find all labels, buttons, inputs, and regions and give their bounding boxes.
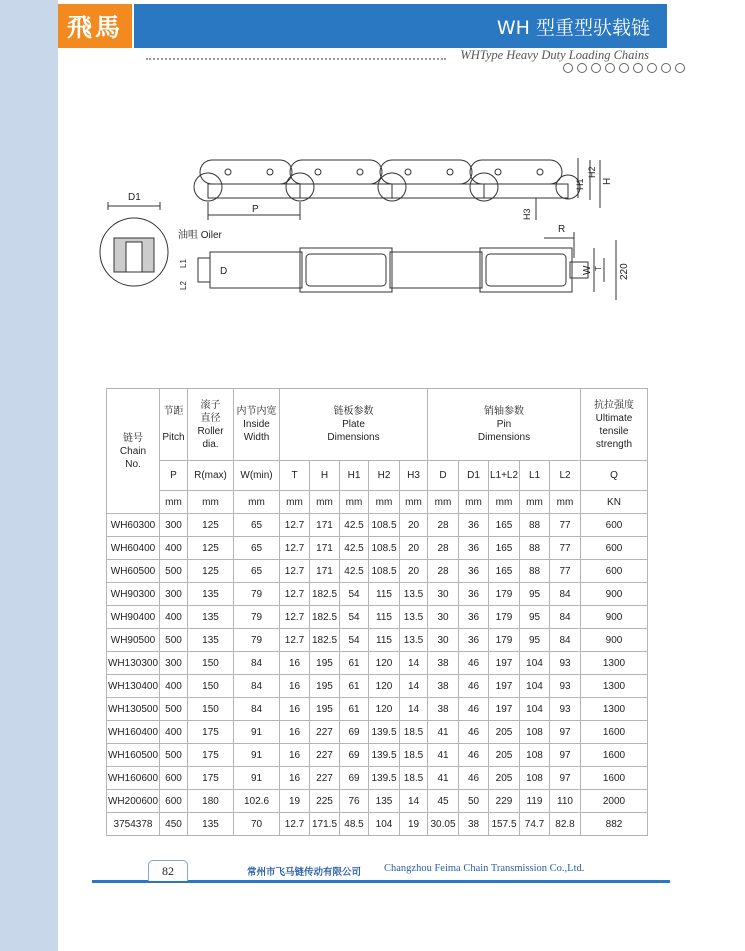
table-cell: 42.5 <box>340 514 369 537</box>
table-row <box>107 537 648 560</box>
symbol-cell: D <box>428 461 459 491</box>
table-cell: 600 <box>160 790 188 813</box>
dim-h1: H1 <box>575 178 585 190</box>
table-cell: 20 <box>400 537 428 560</box>
table-cell: 19 <box>280 790 310 813</box>
table-cell: 135 <box>369 790 400 813</box>
table-cell: 108 <box>520 721 550 744</box>
table-row <box>107 652 648 675</box>
title-bar <box>134 4 664 48</box>
symbol-cell: T <box>280 461 310 491</box>
table-cell: 54 <box>340 583 369 606</box>
table-cell: 150 <box>188 675 234 698</box>
table-cell: 14 <box>400 675 428 698</box>
table-cell: 180 <box>188 790 234 813</box>
unit-cell: mm <box>400 491 428 514</box>
table-cell: 179 <box>489 629 520 652</box>
table-cell: 14 <box>400 652 428 675</box>
chain-number-cell: WH160600 <box>107 767 160 790</box>
unit-cell: mm <box>234 491 280 514</box>
dotted-rule <box>146 58 446 60</box>
table-cell: 135 <box>188 583 234 606</box>
table-cell: 120 <box>369 675 400 698</box>
table-cell: 36 <box>459 606 489 629</box>
side-strip <box>0 0 58 951</box>
dim-h2: H2 <box>587 166 597 178</box>
table-cell: 61 <box>340 675 369 698</box>
unit-cell: mm <box>520 491 550 514</box>
table-cell: 139.5 <box>369 767 400 790</box>
table-cell: 115 <box>369 583 400 606</box>
table-cell: 13.5 <box>400 583 428 606</box>
table-cell: 450 <box>160 813 188 836</box>
table-cell: 150 <box>188 698 234 721</box>
table-cell: 104 <box>369 813 400 836</box>
table-cell: 16 <box>280 721 310 744</box>
symbol-cell: L1+L2 <box>489 461 520 491</box>
table-cell: 79 <box>234 583 280 606</box>
table-cell: 16 <box>280 698 310 721</box>
table-cell: 108.5 <box>369 560 400 583</box>
unit-cell: mm <box>489 491 520 514</box>
col-strength: 抗拉强度 Ultimate tensile strength <box>581 389 648 461</box>
table-cell: 30 <box>428 629 459 652</box>
table-cell: 120 <box>369 698 400 721</box>
table-cell: 139.5 <box>369 744 400 767</box>
table-cell: 88 <box>520 514 550 537</box>
table-cell: 46 <box>459 744 489 767</box>
table-cell: 77 <box>550 537 581 560</box>
table-cell: 12.7 <box>280 514 310 537</box>
table-cell: 108 <box>520 767 550 790</box>
table-cell: 205 <box>489 744 520 767</box>
table-cell: 125 <box>188 537 234 560</box>
table-cell: 500 <box>160 629 188 652</box>
table-cell: 882 <box>581 813 648 836</box>
table-cell: 65 <box>234 537 280 560</box>
unit-cell: mm <box>428 491 459 514</box>
page-subtitle: WHType Heavy Duty Loading Chains <box>460 48 649 62</box>
table-cell: 46 <box>459 652 489 675</box>
table-cell: 227 <box>310 744 340 767</box>
col-roller: 滚子 直径 Roller dia. <box>188 389 234 461</box>
table-cell: 400 <box>160 721 188 744</box>
table-cell: 61 <box>340 652 369 675</box>
table-cell: 97 <box>550 744 581 767</box>
table-cell: 115 <box>369 629 400 652</box>
table-cell: 500 <box>160 744 188 767</box>
symbol-cell: D1 <box>459 461 489 491</box>
cross-section-detail <box>100 192 168 286</box>
table-cell: 1300 <box>581 652 648 675</box>
company-name-cn: 常州市飞马链传动有限公司 <box>247 867 362 878</box>
table-cell: 119 <box>520 790 550 813</box>
table-cell: 42.5 <box>340 560 369 583</box>
table-cell: 120 <box>369 652 400 675</box>
table-row <box>107 744 648 767</box>
table-cell: 12.7 <box>280 560 310 583</box>
dim-l2: L2 <box>179 281 188 290</box>
table-cell: 139.5 <box>369 721 400 744</box>
dim-h3: H3 <box>522 208 532 220</box>
table-cell: 179 <box>489 606 520 629</box>
table-cell: 30 <box>428 606 459 629</box>
table-cell: 150 <box>188 652 234 675</box>
table-cell: 88 <box>520 537 550 560</box>
company-name-en: Changzhou Feima Chain Transmission Co.,Ltd. <box>384 863 585 874</box>
table-cell: 108.5 <box>369 514 400 537</box>
table-cell: 102.6 <box>234 790 280 813</box>
symbol-cell: L1 <box>520 461 550 491</box>
table-cell: 197 <box>489 698 520 721</box>
symbol-cell: H <box>310 461 340 491</box>
table-cell: 195 <box>310 698 340 721</box>
table-cell: 12.7 <box>280 583 310 606</box>
table-cell: 165 <box>489 537 520 560</box>
table-row <box>107 629 648 652</box>
table-cell: 104 <box>520 698 550 721</box>
unit-cell: mm <box>459 491 489 514</box>
table-cell: 28 <box>428 537 459 560</box>
table-cell: 50 <box>459 790 489 813</box>
oiler-label: 油咀 Oiler <box>178 230 222 241</box>
table-cell: 28 <box>428 514 459 537</box>
table-cell: 135 <box>188 606 234 629</box>
dim-h: H <box>602 177 613 185</box>
chain-number-cell: WH160500 <box>107 744 160 767</box>
table-row <box>107 790 648 813</box>
table-cell: 95 <box>520 583 550 606</box>
table-cell: 70 <box>234 813 280 836</box>
table-cell: 14 <box>400 790 428 813</box>
table-row <box>107 813 648 836</box>
chain-number-cell: WH60300 <box>107 514 160 537</box>
table-cell: 108.5 <box>369 537 400 560</box>
chain-number-cell: WH60400 <box>107 537 160 560</box>
table-cell: 205 <box>489 767 520 790</box>
unit-cell: KN <box>581 491 648 514</box>
table-cell: 91 <box>234 767 280 790</box>
table-cell: 171.5 <box>310 813 340 836</box>
table-cell: 225 <box>310 790 340 813</box>
unit-cell: mm <box>280 491 310 514</box>
table-cell: 1300 <box>581 698 648 721</box>
table-row <box>107 606 648 629</box>
table-cell: 84 <box>234 675 280 698</box>
table-cell: 45 <box>428 790 459 813</box>
table-cell: 125 <box>188 560 234 583</box>
table-cell: 900 <box>581 629 648 652</box>
table-cell: 74.7 <box>520 813 550 836</box>
chain-number-cell: WH160400 <box>107 721 160 744</box>
table-cell: 165 <box>489 514 520 537</box>
table-cell: 135 <box>188 813 234 836</box>
table-cell: 95 <box>520 606 550 629</box>
col-pitch: 节距 Pitch <box>160 389 188 461</box>
symbol-cell: W(min) <box>234 461 280 491</box>
title-bracket <box>664 4 673 48</box>
table-cell: 16 <box>280 767 310 790</box>
table-cell: 175 <box>188 767 234 790</box>
unit-cell: mm <box>340 491 369 514</box>
table-cell: 300 <box>160 652 188 675</box>
table-cell: 38 <box>428 652 459 675</box>
table-cell: 300 <box>160 514 188 537</box>
dim-p: P <box>252 204 259 215</box>
table-cell: 12.7 <box>280 606 310 629</box>
table-cell: 84 <box>234 652 280 675</box>
table-cell: 157.5 <box>489 813 520 836</box>
unit-cell: mm <box>369 491 400 514</box>
table-cell: 229 <box>489 790 520 813</box>
page-title: WH 型重型驮载链 <box>496 17 650 39</box>
table-cell: 54 <box>340 606 369 629</box>
symbol-cell: P <box>160 461 188 491</box>
col-pin: 销轴参数 Pin Dimensions <box>428 389 581 461</box>
table-cell: 93 <box>550 698 581 721</box>
table-cell: 171 <box>310 560 340 583</box>
table-cell: 13.5 <box>400 606 428 629</box>
table-cell: 30.05 <box>428 813 459 836</box>
chain-number-cell: WH130400 <box>107 675 160 698</box>
symbol-cell: H1 <box>340 461 369 491</box>
table-cell: 19 <box>400 813 428 836</box>
table-cell: 84 <box>550 629 581 652</box>
dim-220: 220 <box>619 263 630 280</box>
table-cell: 36 <box>459 514 489 537</box>
table-cell: 84 <box>234 698 280 721</box>
table-cell: 14 <box>400 698 428 721</box>
table-cell: 182.5 <box>310 629 340 652</box>
table-cell: 46 <box>459 698 489 721</box>
table-cell: 65 <box>234 560 280 583</box>
table-cell: 175 <box>188 721 234 744</box>
col-chain-no: 链号 Chain No. <box>107 389 160 514</box>
table-cell: 93 <box>550 675 581 698</box>
table-cell: 95 <box>520 629 550 652</box>
table-cell: 88 <box>520 560 550 583</box>
table-cell: 600 <box>581 514 648 537</box>
table-cell: 18.5 <box>400 767 428 790</box>
table-cell: 600 <box>160 767 188 790</box>
dim-w: W <box>582 265 593 275</box>
table-cell: 36 <box>459 629 489 652</box>
table-cell: 69 <box>340 744 369 767</box>
table-cell: 197 <box>489 652 520 675</box>
chain-number-cell: WH130300 <box>107 652 160 675</box>
table-cell: 77 <box>550 514 581 537</box>
table-cell: 197 <box>489 675 520 698</box>
table-cell: 30 <box>428 583 459 606</box>
table-cell: 20 <box>400 514 428 537</box>
col-plate: 链板参数 Plate Dimensions <box>280 389 428 461</box>
table-cell: 36 <box>459 560 489 583</box>
table-cell: 28 <box>428 560 459 583</box>
table-cell: 227 <box>310 721 340 744</box>
table-cell: 16 <box>280 652 310 675</box>
table-cell: 12.7 <box>280 813 310 836</box>
table-cell: 400 <box>160 606 188 629</box>
table-cell: 12.7 <box>280 537 310 560</box>
table-cell: 20 <box>400 560 428 583</box>
dim-d1: D1 <box>128 192 141 203</box>
chain-number-cell: WH130500 <box>107 698 160 721</box>
symbol-row <box>107 461 648 491</box>
table-cell: 41 <box>428 744 459 767</box>
table-cell: 900 <box>581 583 648 606</box>
table-cell: 69 <box>340 721 369 744</box>
symbol-cell: H3 <box>400 461 428 491</box>
unit-cell: mm <box>160 491 188 514</box>
chain-number-cell: WH90300 <box>107 583 160 606</box>
table-cell: 182.5 <box>310 583 340 606</box>
table-cell: 48.5 <box>340 813 369 836</box>
table-cell: 42.5 <box>340 537 369 560</box>
table-cell: 182.5 <box>310 606 340 629</box>
table-cell: 104 <box>520 675 550 698</box>
table-cell: 41 <box>428 767 459 790</box>
symbol-cell: L2 <box>550 461 581 491</box>
table-row <box>107 514 648 537</box>
table-cell: 38 <box>428 698 459 721</box>
table-cell: 36 <box>459 583 489 606</box>
table-cell: 18.5 <box>400 721 428 744</box>
table-cell: 84 <box>550 583 581 606</box>
table-cell: 1600 <box>581 721 648 744</box>
table-cell: 165 <box>489 560 520 583</box>
table-cell: 91 <box>234 744 280 767</box>
table-cell: 18.5 <box>400 744 428 767</box>
spec-table <box>106 388 648 836</box>
table-cell: 54 <box>340 629 369 652</box>
table-cell: 61 <box>340 698 369 721</box>
table-cell: 205 <box>489 721 520 744</box>
table-cell: 500 <box>160 698 188 721</box>
table-cell: 97 <box>550 767 581 790</box>
table-cell: 500 <box>160 560 188 583</box>
table-cell: 900 <box>581 606 648 629</box>
table-cell: 91 <box>234 721 280 744</box>
dim-l1: L1 <box>179 259 188 268</box>
table-row <box>107 721 648 744</box>
chain-number-cell: WH90500 <box>107 629 160 652</box>
table-cell: 46 <box>459 767 489 790</box>
table-cell: 195 <box>310 675 340 698</box>
table-cell: 600 <box>581 560 648 583</box>
table-cell: 38 <box>459 813 489 836</box>
unit-cell: mm <box>550 491 581 514</box>
unit-row <box>107 491 648 514</box>
chain-top-view <box>198 248 588 292</box>
dim-d: D <box>220 266 228 277</box>
table-row <box>107 767 648 790</box>
symbol-cell: H2 <box>369 461 400 491</box>
table-cell: 38 <box>428 675 459 698</box>
table-cell: 300 <box>160 583 188 606</box>
table-cell: 16 <box>280 675 310 698</box>
chain-number-cell: 3754378 <box>107 813 160 836</box>
table-cell: 400 <box>160 537 188 560</box>
table-cell: 84 <box>550 606 581 629</box>
table-cell: 41 <box>428 721 459 744</box>
page-number: 82 <box>148 860 188 881</box>
table-row <box>107 583 648 606</box>
table-cell: 2000 <box>581 790 648 813</box>
table-cell: 93 <box>550 652 581 675</box>
table-cell: 125 <box>188 514 234 537</box>
chain-side-view <box>194 160 580 201</box>
chain-drawing <box>90 140 650 315</box>
table-cell: 179 <box>489 583 520 606</box>
chain-number-cell: WH90400 <box>107 606 160 629</box>
table-cell: 76 <box>340 790 369 813</box>
table-cell: 115 <box>369 606 400 629</box>
table-cell: 600 <box>581 537 648 560</box>
unit-cell: mm <box>310 491 340 514</box>
table-cell: 175 <box>188 744 234 767</box>
table-cell: 400 <box>160 675 188 698</box>
table-cell: 108 <box>520 744 550 767</box>
table-row <box>107 560 648 583</box>
table-cell: 12.7 <box>280 629 310 652</box>
table-cell: 195 <box>310 652 340 675</box>
table-cell: 171 <box>310 537 340 560</box>
brand-logo: 飛馬 <box>58 4 132 48</box>
table-cell: 110 <box>550 790 581 813</box>
symbol-cell: R(max) <box>188 461 234 491</box>
table-cell: 227 <box>310 767 340 790</box>
symbol-cell: Q <box>581 461 648 491</box>
dim-t: T <box>594 266 603 271</box>
decorative-circles <box>563 63 685 73</box>
table-row <box>107 698 648 721</box>
table-cell: 79 <box>234 606 280 629</box>
table-cell: 1600 <box>581 767 648 790</box>
table-cell: 104 <box>520 652 550 675</box>
table-cell: 171 <box>310 514 340 537</box>
table-cell: 69 <box>340 767 369 790</box>
dim-r: R <box>558 224 566 235</box>
unit-cell: mm <box>188 491 234 514</box>
table-cell: 16 <box>280 744 310 767</box>
table-cell: 46 <box>459 675 489 698</box>
table-cell: 46 <box>459 721 489 744</box>
table-cell: 36 <box>459 537 489 560</box>
col-width: 内节内宽 Inside Width <box>234 389 280 461</box>
table-cell: 13.5 <box>400 629 428 652</box>
table-cell: 79 <box>234 629 280 652</box>
table-cell: 82.8 <box>550 813 581 836</box>
chain-number-cell: WH60500 <box>107 560 160 583</box>
table-cell: 77 <box>550 560 581 583</box>
table-cell: 65 <box>234 514 280 537</box>
table-cell: 135 <box>188 629 234 652</box>
table-cell: 1300 <box>581 675 648 698</box>
chain-number-cell: WH200600 <box>107 790 160 813</box>
table-cell: 97 <box>550 721 581 744</box>
table-cell: 1600 <box>581 744 648 767</box>
table-row <box>107 675 648 698</box>
